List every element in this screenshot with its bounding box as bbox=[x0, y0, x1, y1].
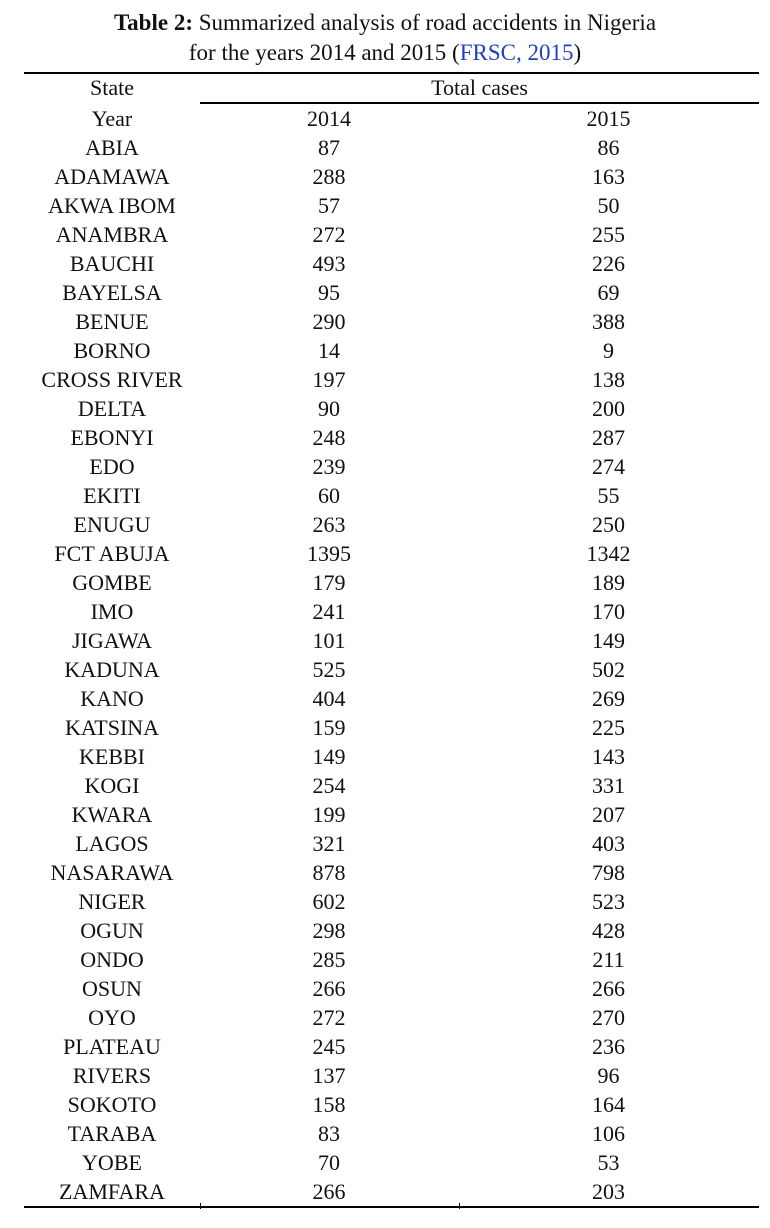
cases-2014-cell: 95 bbox=[318, 280, 340, 305]
table-row bbox=[24, 423, 759, 452]
cases-2015-cell: 274 bbox=[592, 454, 625, 479]
state-cell: KADUNA bbox=[64, 657, 160, 682]
table-row bbox=[24, 220, 759, 249]
table-row bbox=[24, 974, 759, 1003]
state-cell: BENUE bbox=[75, 309, 149, 334]
caption-suffix: ) bbox=[573, 40, 582, 65]
table-row bbox=[24, 945, 759, 974]
table-row bbox=[24, 1003, 759, 1032]
header-row-1 bbox=[24, 74, 759, 102]
table-row bbox=[24, 713, 759, 742]
cases-2015-cell: 255 bbox=[592, 222, 625, 247]
state-cell: KOGI bbox=[84, 773, 140, 798]
state-cell: ONDO bbox=[80, 947, 144, 972]
caption-text: Summarized analysis of road accidents in Nigeria bbox=[198, 10, 657, 35]
state-cell: YOBE bbox=[82, 1150, 142, 1175]
cases-2015-cell: 250 bbox=[592, 512, 625, 537]
state-cell: NASARAWA bbox=[50, 860, 174, 885]
cases-2015-cell: 331 bbox=[592, 773, 625, 798]
column-tick bbox=[459, 1203, 460, 1209]
state-cell: IMO bbox=[90, 599, 134, 624]
cases-2015-cell: 502 bbox=[592, 657, 625, 682]
cases-2014-cell: 1395 bbox=[307, 541, 351, 566]
state-cell: PLATEAU bbox=[63, 1034, 161, 1059]
cases-2015-cell: 225 bbox=[592, 715, 625, 740]
citation-link[interactable]: FRSC, 2015 bbox=[459, 40, 574, 65]
table-row bbox=[24, 539, 759, 568]
table-row bbox=[24, 1177, 759, 1206]
cases-2014-cell: 245 bbox=[312, 1034, 346, 1059]
cases-2015-cell: 106 bbox=[592, 1121, 625, 1146]
table-row bbox=[24, 1061, 759, 1090]
caption-prefix: for the years 2014 and 2015 ( bbox=[188, 40, 460, 65]
table-row bbox=[24, 307, 759, 336]
state-cell: OSUN bbox=[82, 976, 142, 1001]
cases-2015-cell: 236 bbox=[592, 1034, 625, 1059]
state-cell: JIGAWA bbox=[71, 628, 153, 653]
cases-2015-cell: 189 bbox=[592, 570, 625, 595]
cases-2015-cell: 266 bbox=[592, 976, 625, 1001]
cases-2015-cell: 170 bbox=[592, 599, 625, 624]
state-cell: BAYELSA bbox=[62, 280, 162, 305]
state-cell: GOMBE bbox=[72, 570, 152, 595]
cases-2014-cell: 137 bbox=[312, 1063, 346, 1088]
state-cell: EBONYI bbox=[70, 425, 154, 450]
cases-2015-cell: 523 bbox=[592, 889, 625, 914]
column-tick bbox=[200, 1203, 201, 1209]
state-cell: BORNO bbox=[73, 338, 151, 363]
cases-2014-cell: 272 bbox=[312, 222, 346, 247]
cases-2014-cell: 241 bbox=[312, 599, 346, 624]
table-caption bbox=[0, 8, 770, 68]
table-row bbox=[24, 394, 759, 423]
cases-2014-cell: 14 bbox=[318, 338, 340, 363]
table-row bbox=[24, 800, 759, 829]
table-row bbox=[24, 916, 759, 945]
header-total-cases: Total cases bbox=[431, 75, 528, 100]
state-cell: ZAMFARA bbox=[59, 1179, 165, 1204]
state-cell: TARABA bbox=[67, 1121, 157, 1146]
state-cell: NIGER bbox=[78, 889, 146, 914]
state-cell: ANAMBRA bbox=[55, 222, 169, 247]
state-cell: CROSS RIVER bbox=[41, 367, 183, 392]
cases-2014-cell: 101 bbox=[312, 628, 346, 653]
state-cell: AKWA IBOM bbox=[48, 193, 176, 218]
cases-2014-cell: 158 bbox=[312, 1092, 346, 1117]
cases-2015-cell: 211 bbox=[592, 947, 625, 972]
header-2014: 2014 bbox=[307, 106, 351, 131]
cases-2014-cell: 298 bbox=[312, 918, 346, 943]
table-row bbox=[24, 1119, 759, 1148]
cases-2014-cell: 288 bbox=[312, 164, 346, 189]
state-cell: FCT ABUJA bbox=[54, 541, 170, 566]
cases-2014-cell: 87 bbox=[318, 135, 340, 160]
caption-label: Table 2: bbox=[113, 10, 193, 35]
caption-line-2 bbox=[0, 38, 770, 68]
cases-2014-cell: 90 bbox=[318, 396, 340, 421]
state-cell: KWARA bbox=[71, 802, 153, 827]
table-row bbox=[24, 1090, 759, 1119]
table-row bbox=[24, 510, 759, 539]
cases-2015-cell: 143 bbox=[592, 744, 625, 769]
cases-2014-cell: 878 bbox=[312, 860, 346, 885]
state-cell: ABIA bbox=[85, 135, 139, 160]
table-row bbox=[24, 684, 759, 713]
cases-2015-cell: 138 bbox=[592, 367, 625, 392]
cases-2014-cell: 321 bbox=[312, 831, 346, 856]
cases-2015-cell: 203 bbox=[592, 1179, 625, 1204]
state-cell: BAUCHI bbox=[69, 251, 155, 276]
cases-2015-cell: 270 bbox=[592, 1005, 625, 1030]
cases-2014-cell: 272 bbox=[312, 1005, 346, 1030]
state-cell: KEBBI bbox=[79, 744, 145, 769]
cases-2015-cell: 200 bbox=[592, 396, 625, 421]
table-row bbox=[24, 742, 759, 771]
cases-2014-cell: 70 bbox=[318, 1150, 340, 1175]
state-cell: KANO bbox=[80, 686, 144, 711]
cases-2015-cell: 207 bbox=[592, 802, 625, 827]
cases-2015-cell: 226 bbox=[592, 251, 625, 276]
state-cell: KATSINA bbox=[64, 715, 160, 740]
state-cell: ADAMAWA bbox=[54, 164, 170, 189]
table-row bbox=[24, 597, 759, 626]
cases-2015-cell: 96 bbox=[597, 1063, 620, 1088]
table-row bbox=[24, 1148, 759, 1177]
table-row bbox=[24, 887, 759, 916]
cases-2014-cell: 266 bbox=[312, 976, 346, 1001]
cases-2014-cell: 493 bbox=[312, 251, 346, 276]
state-cell: RIVERS bbox=[72, 1063, 152, 1088]
state-cell: EKITI bbox=[83, 483, 141, 508]
header-2015: 2015 bbox=[586, 106, 631, 131]
cases-2014-cell: 83 bbox=[318, 1121, 340, 1146]
cases-2014-cell: 525 bbox=[312, 657, 346, 682]
header-row-2 bbox=[24, 104, 759, 133]
table-row bbox=[24, 1032, 759, 1061]
cases-2014-cell: 602 bbox=[312, 889, 346, 914]
cases-2014-cell: 149 bbox=[312, 744, 346, 769]
header-year: Year bbox=[91, 106, 133, 131]
table-row bbox=[24, 133, 759, 162]
cases-2015-cell: 53 bbox=[597, 1150, 620, 1175]
cases-2015-cell: 86 bbox=[597, 135, 620, 160]
state-cell: EDO bbox=[89, 454, 135, 479]
cases-2015-cell: 269 bbox=[592, 686, 625, 711]
cases-2015-cell: 149 bbox=[592, 628, 625, 653]
cases-2014-cell: 159 bbox=[312, 715, 346, 740]
cases-2015-cell: 9 bbox=[603, 338, 614, 363]
state-cell: LAGOS bbox=[75, 831, 149, 856]
cases-2015-cell: 163 bbox=[592, 164, 625, 189]
cases-2015-cell: 287 bbox=[592, 425, 625, 450]
table-row bbox=[24, 249, 759, 278]
header-state: State bbox=[90, 75, 134, 100]
table-row bbox=[24, 829, 759, 858]
state-cell: OYO bbox=[88, 1005, 136, 1030]
state-cell: DELTA bbox=[77, 396, 147, 421]
cases-2015-cell: 69 bbox=[597, 280, 620, 305]
cases-2014-cell: 263 bbox=[312, 512, 346, 537]
cases-2014-cell: 248 bbox=[312, 425, 346, 450]
table-bottom-rule bbox=[24, 1206, 759, 1208]
cases-2015-cell: 798 bbox=[592, 860, 625, 885]
cases-2014-cell: 199 bbox=[312, 802, 346, 827]
table-row bbox=[24, 655, 759, 684]
cases-2014-cell: 254 bbox=[312, 773, 346, 798]
table-row bbox=[24, 336, 759, 365]
cases-2014-cell: 197 bbox=[312, 367, 346, 392]
cases-2014-cell: 60 bbox=[318, 483, 340, 508]
cases-2014-cell: 239 bbox=[312, 454, 346, 479]
caption-line-1 bbox=[0, 8, 770, 38]
cases-2015-cell: 164 bbox=[592, 1092, 625, 1117]
cases-2014-cell: 266 bbox=[312, 1179, 346, 1204]
table-row bbox=[24, 452, 759, 481]
cases-2015-cell: 55 bbox=[597, 483, 620, 508]
cases-2015-cell: 403 bbox=[592, 831, 625, 856]
cases-2015-cell: 50 bbox=[597, 193, 620, 218]
table-row bbox=[24, 191, 759, 220]
table-row bbox=[24, 162, 759, 191]
cases-2015-cell: 1342 bbox=[586, 541, 631, 566]
table-row bbox=[24, 365, 759, 394]
cases-2014-cell: 285 bbox=[312, 947, 346, 972]
table-row bbox=[24, 481, 759, 510]
cases-2015-cell: 428 bbox=[592, 918, 625, 943]
state-cell: OGUN bbox=[80, 918, 144, 943]
table-row bbox=[24, 771, 759, 800]
table-row bbox=[24, 568, 759, 597]
state-cell: ENUGU bbox=[73, 512, 151, 537]
cases-2015-cell: 388 bbox=[592, 309, 625, 334]
cases-2014-cell: 290 bbox=[312, 309, 346, 334]
table-row bbox=[24, 858, 759, 887]
cases-2014-cell: 57 bbox=[318, 193, 340, 218]
state-cell: SOKOTO bbox=[67, 1092, 157, 1117]
table-row bbox=[24, 626, 759, 655]
cases-2014-cell: 179 bbox=[312, 570, 346, 595]
table-row bbox=[24, 278, 759, 307]
cases-2014-cell: 404 bbox=[312, 686, 346, 711]
